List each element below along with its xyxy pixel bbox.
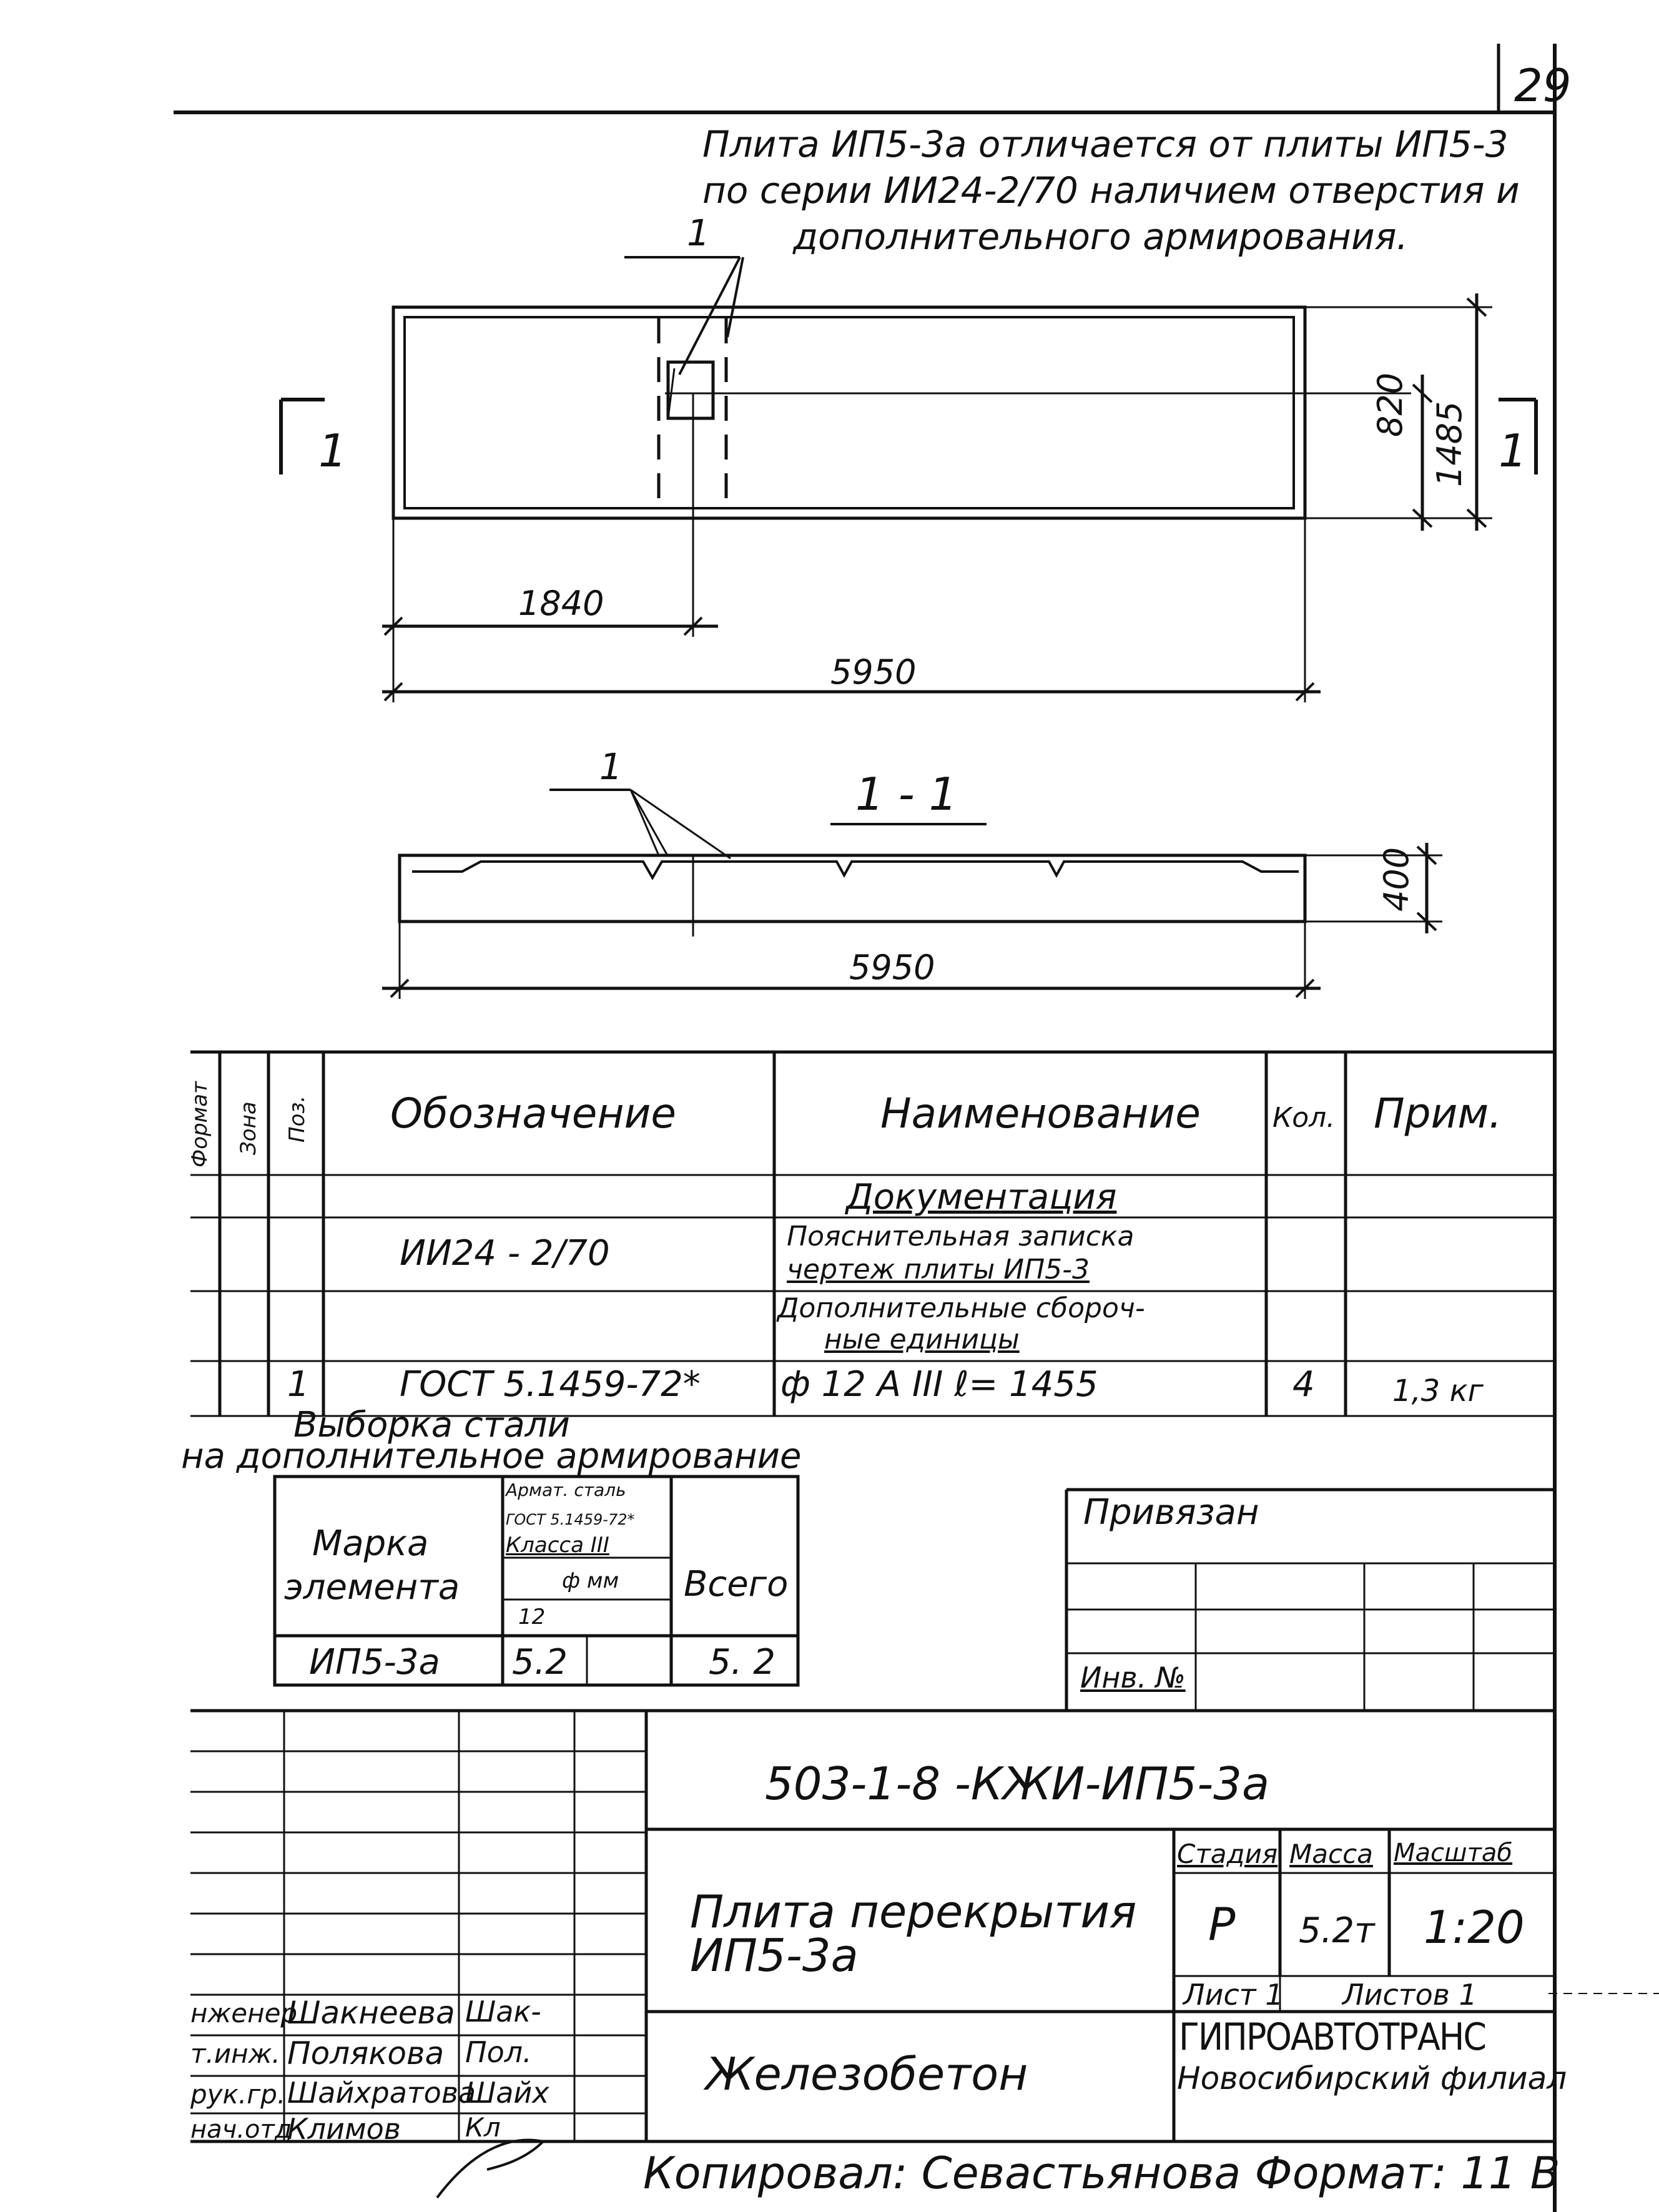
dim-820: 820 [1371,372,1410,437]
steel-title-1: Выборка стали [293,1405,570,1445]
organization-branch: Новосибирский филиал [1177,2060,1567,2096]
sig-role-1: нженер [190,1998,298,2028]
item-designation: ГОСТ 5.1459-72* [400,1364,701,1405]
item-qty: 4 [1292,1364,1315,1405]
dim-400: 400 [1377,847,1416,912]
material: Железобетон [706,2048,1028,2100]
item-pos: 1 [287,1364,310,1405]
dim-5950-plan: 5950 [830,652,917,692]
dim-1485: 1485 [1430,401,1469,487]
title-line-2: ИП5-3а [690,1929,859,1982]
sheet-count: Листов 1 [1342,1978,1477,2012]
scale-header: Масштаб [1394,1839,1513,1867]
title-line-1: Плита перекрытия [690,1885,1137,1938]
col-note: Прим. [1374,1089,1502,1138]
sig-name-2: Полякова [287,2035,445,2072]
steel-col-steel-2: ГОСТ 5.1459-72* [506,1511,635,1528]
footer-copy-format: Копировал: Севастьянова Формат: 11 В [643,2148,1560,2199]
page-number: 29 [1514,59,1572,112]
steel-row-total: 5. 2 [709,1642,775,1683]
organization-name: ГИПРОАВТОТРАНС [1179,2015,1486,2059]
steel-col-dia: ф мм [562,1568,619,1593]
sig-name-4: Климов [287,2112,401,2146]
col-designation: Обозначение [390,1089,676,1138]
drawing-code: 503-1-8 -КЖИ-ИП5-3а [765,1757,1270,1810]
steel-row-mark: ИП5-3а [309,1642,440,1683]
section-mark-left: 1 [318,425,347,477]
col-pos: Поз. [285,1095,310,1143]
inventory-number-label: Инв. № [1080,1661,1186,1694]
scale-value: 1:20 [1424,1901,1525,1954]
col-format: Формат [187,1081,212,1167]
sheet-number: Лист 1 [1183,1978,1284,2012]
row-documentation: Документация [846,1177,1117,1217]
stage-value: Р [1208,1898,1236,1950]
dim-5950-section: 5950 [849,948,935,987]
steel-row-value: 5.2 [512,1642,568,1683]
steel-title-2: на дополнительное армирование [181,1436,802,1477]
item-note: 1,3 кг [1392,1374,1484,1408]
doc-designation: ИИ24 - 2/70 [400,1233,610,1274]
mass-value: 5.2т [1299,1910,1375,1951]
col-qty: Кол. [1273,1102,1336,1134]
steel-col-total: Всего [684,1564,789,1605]
sig-role-3: рук.гр. [190,2079,286,2110]
dim-1840: 1840 [518,584,604,623]
steel-col-class: Класса III [506,1533,609,1558]
sig-name-1: Шакнеева [287,1995,455,2031]
assembly-1: Дополнительные сбороч- [777,1292,1145,1324]
sig-role-4: нач.отд [190,2115,292,2144]
stage-header: Стадия [1177,1839,1278,1869]
sig-sign-3: Шайх [465,2076,549,2110]
mass-header: Масса [1289,1839,1373,1869]
steel-col-mark-1: Марка [312,1523,429,1564]
binding-label: Привязан [1083,1492,1259,1533]
section-mark-right: 1 [1499,425,1527,477]
note-line-2: по серии ИИ24-2/70 наличием отверстия и [702,169,1520,212]
sig-sign-2: Пол. [465,2035,532,2069]
steel-col-steel-1: Армат. сталь [506,1480,626,1500]
sig-sign-4: Кл [465,2112,501,2143]
steel-col-mark-2: элемента [284,1567,460,1608]
assembly-2: ные единицы [824,1324,1020,1355]
steel-col-12: 12 [518,1605,546,1630]
sig-role-2: т.инж. [190,2038,280,2069]
doc-name-1: Пояснительная записка [787,1221,1135,1252]
col-zone: Зона [236,1101,261,1155]
plan-leader-label: 1 [687,212,710,254]
note-line-1: Плита ИП5-3а отличается от плиты ИП5-3 [702,123,1509,165]
col-name: Наименование [880,1089,1201,1138]
item-name: ф 12 A III ℓ= 1455 [780,1364,1098,1405]
section-title: 1 - 1 [855,768,958,820]
sig-name-3: Шайхратова [287,2076,476,2110]
sig-sign-1: Шак- [465,1995,541,2028]
section-leader-label: 1 [599,745,623,788]
doc-name-2: чертеж плиты ИП5-3 [787,1254,1090,1285]
note-line-3: дополнительного армирования. [793,215,1408,258]
